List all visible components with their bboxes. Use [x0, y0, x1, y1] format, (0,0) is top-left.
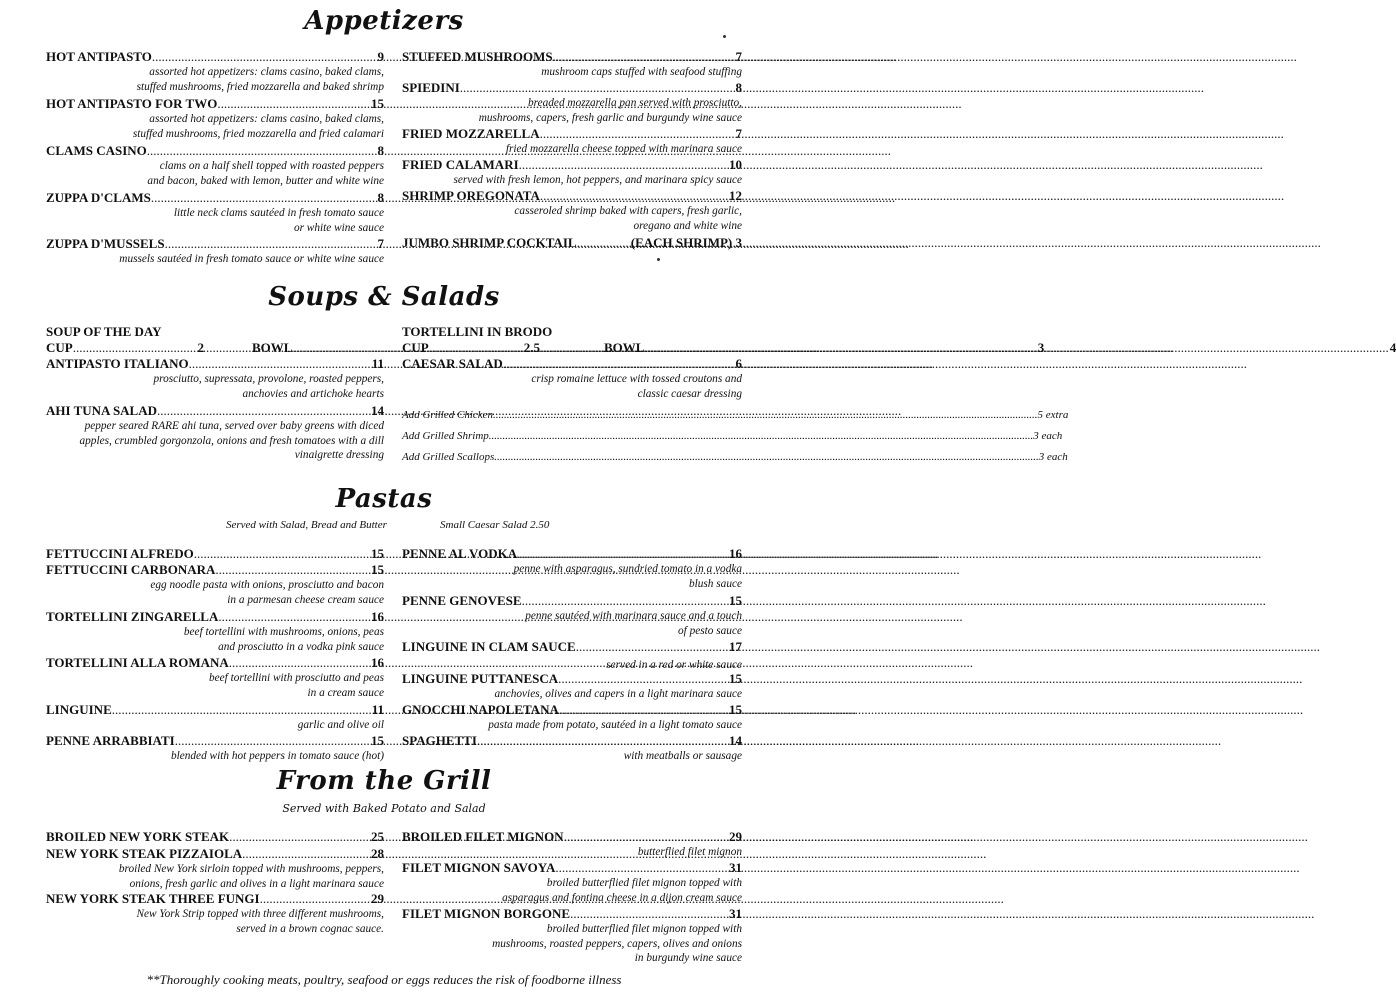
item-name: HOT ANTIPASTO	[46, 49, 152, 64]
item-name: BROILED NEW YORK STEAK	[46, 829, 230, 844]
bowl-label: BOWL	[604, 340, 645, 355]
item-price: 15	[729, 671, 742, 686]
item-name: FETTUCCINI CARBONARA	[46, 562, 216, 577]
item-price: 6	[735, 356, 742, 371]
soups-salads-heading: Soups & Salads	[268, 282, 500, 312]
item-name: NEW YORK STEAK PIZZAIOLA	[46, 846, 243, 861]
menu-item	[402, 235, 742, 251]
item-name: FETTUCCINI ALFREDO	[46, 546, 194, 561]
item-description: vinaigrette dressing	[294, 449, 384, 461]
item-price: 31	[729, 860, 742, 875]
item-description: and prosciutto in a vodka pink sauce	[218, 640, 384, 653]
addon-item	[402, 429, 1063, 443]
pastas-note: Served with Salad, Bread and Butter	[226, 519, 387, 531]
item-description: blended with hot peppers in tomato sauce (hot)	[170, 750, 384, 762]
menu-item	[402, 829, 742, 860]
menu-item	[402, 188, 742, 233]
item-name: PENNE ARRABBIATI	[46, 733, 175, 748]
bowl-price: 4	[1389, 340, 1396, 355]
grill-note: Served with Baked Potato and Salad	[282, 802, 486, 815]
item-description: mushroom caps stuffed with seafood stuffing	[541, 66, 742, 78]
item-name: SPIEDINI	[402, 80, 460, 95]
item-price: 8	[735, 80, 742, 95]
item-description: broiled butterflied filet mignon topped with	[546, 923, 742, 935]
item-name: BROILED FILET MIGNON	[402, 829, 564, 844]
item-description: broiled New York sirloin topped with mushrooms, peppers,	[118, 863, 384, 875]
item-description: penne with asparagus, sundried tomato in a vodka	[513, 563, 742, 575]
item-name: FILET MIGNON SAVOYA	[402, 860, 556, 875]
item-name: PENNE AL VODKA	[402, 546, 518, 561]
item-name: ANTIPASTO ITALIANO	[46, 356, 189, 371]
item-price: 10	[729, 157, 742, 172]
item-description: crisp romaine lettuce with tossed croutons and	[531, 373, 742, 385]
item-name: NEW YORK STEAK THREE FUNGI	[46, 891, 260, 906]
item-price: 16	[371, 655, 384, 670]
item-description: classic caesar dressing	[637, 387, 742, 400]
item-price: 16	[729, 546, 742, 561]
item-name: SHRIMP OREGONATA	[402, 188, 540, 203]
item-price: 16	[371, 609, 384, 624]
menu-item	[46, 891, 384, 936]
cup-price: 2.5	[523, 340, 540, 355]
item-name: ZUPPA D'MUSSELS	[46, 236, 165, 251]
bowl-label: BOWL	[252, 340, 293, 355]
item-description: mushrooms, capers, fresh garlic and burgundy wine sauce	[478, 111, 742, 124]
item-price: 11	[371, 356, 384, 371]
menu-item	[402, 157, 742, 188]
addon-item	[402, 408, 1069, 422]
item-description: prosciutto, supressata, provolone, roasted peppers,	[153, 373, 384, 385]
item-description: clams on a half shell topped with roasted peppers	[159, 160, 384, 172]
menu-item	[402, 860, 742, 905]
item-price: 15	[371, 562, 384, 577]
cup-label: CUP	[46, 340, 73, 355]
item-description: with meatballs or sausage	[623, 750, 742, 762]
menu-item	[402, 126, 742, 157]
item-description: anchovies and artichoke hearts	[242, 387, 384, 400]
item-price: 9	[377, 49, 384, 64]
item-price: 15	[371, 733, 384, 748]
item-description: onions, fresh garlic and olives in a light marinara sauce	[129, 877, 384, 890]
item-name: SPAGHETTI	[402, 733, 477, 748]
item-price: 28	[371, 846, 384, 861]
menu-item	[46, 829, 384, 845]
item-name: LINGUINE	[46, 702, 112, 717]
menu-item	[46, 655, 384, 700]
bowl-price: 3	[1037, 340, 1045, 355]
item-price: 8	[377, 190, 384, 205]
item-description: garlic and olive oil	[297, 719, 384, 731]
menu-item	[46, 733, 384, 764]
item-description: in burgundy wine sauce	[634, 952, 742, 964]
item-price: 29	[371, 891, 384, 906]
item-description: served in a red or white sauce	[606, 659, 742, 671]
item-description: anchovies, olives and capers in a light marinara sauce	[494, 688, 742, 700]
soup-of-day-name: SOUP OF THE DAY	[46, 324, 162, 339]
addon-label: Add Grilled Scallops	[402, 451, 495, 463]
item-description: broiled butterflied filet mignon topped with	[546, 877, 742, 889]
cup-price: 2	[197, 340, 204, 355]
item-price: 25	[371, 829, 384, 844]
addon-label: Add Grilled Shrimp	[402, 430, 489, 442]
item-description: served with fresh lemon, hot peppers, and marinara spicy sauce	[453, 174, 742, 186]
item-description: blush sauce	[688, 577, 742, 590]
item-price: (EACH SHRIMP) 3	[630, 235, 742, 250]
menu-item	[46, 609, 384, 654]
menu-item	[46, 96, 384, 141]
item-price: 29	[729, 829, 742, 844]
menu-item	[402, 80, 742, 125]
addon-price: 3 each	[1038, 451, 1068, 463]
menu-item	[46, 702, 384, 733]
menu-item	[46, 356, 384, 401]
item-price: 14	[729, 733, 742, 748]
item-price: 17	[729, 639, 742, 654]
menu-item	[402, 49, 742, 80]
item-name: ZUPPA D'CLAMS	[46, 190, 151, 205]
item-description: casseroled shrimp baked with capers, fresh garlic,	[514, 205, 742, 217]
menu-item	[402, 546, 742, 591]
item-name: JUMBO SHRIMP COCKTAIL	[402, 235, 577, 250]
item-price: 15	[371, 546, 384, 561]
item-name: TORTELLINI ZINGARELLA	[46, 609, 219, 624]
item-description: pepper seared RARE ahi tuna, served over baby greens with diced	[84, 420, 384, 432]
item-name: GNOCCHI NAPOLETANA	[402, 702, 559, 717]
item-price: 7	[735, 49, 742, 64]
item-description: penne sautéed with marinara sauce and a touch	[525, 610, 742, 622]
item-name: CLAMS CASINO	[46, 143, 147, 158]
addon-label: Add Grilled Chicken	[402, 409, 494, 421]
item-price: 14	[371, 403, 384, 418]
item-description: beef tortellini with prosciutto and peas	[209, 672, 384, 684]
item-description: beef tortellini with mushrooms, onions, peas	[183, 626, 384, 638]
addon-item	[402, 450, 1068, 464]
item-name: AHI TUNA SALAD	[46, 403, 158, 418]
menu-item	[402, 733, 742, 764]
menu-item	[402, 639, 742, 673]
item-price: 31	[729, 906, 742, 921]
addon-price: 3 each	[1033, 430, 1063, 442]
item-description: of pesto sauce	[677, 624, 742, 637]
item-name: TORTELLINI ALLA ROMANA	[46, 655, 229, 670]
item-description: oregano and white wine	[633, 219, 742, 232]
item-price: 8	[377, 143, 384, 158]
menu-item	[46, 49, 384, 94]
item-price: 7	[377, 236, 384, 251]
item-description: breaded mozzarella pan served with prosciutto,	[528, 97, 742, 109]
item-description: mussels sautéed in fresh tomato sauce or white wine sauce	[119, 253, 384, 265]
cup-label: CUP	[402, 340, 429, 355]
item-description: assorted hot appetizers: clams casino, baked clams,	[149, 113, 384, 125]
food-safety-footer: **Thoroughly cooking meats, poultry, seafood or eggs reduces the risk of foodborne illness	[146, 972, 622, 987]
menu-item	[46, 562, 384, 607]
item-description: mushrooms, roasted peppers, capers, olives and onions	[492, 937, 742, 950]
item-price: 7	[735, 126, 742, 141]
brodo-name: TORTELLINI IN BRODO	[402, 324, 553, 339]
item-price: 11	[371, 702, 384, 717]
print-speck	[657, 258, 660, 261]
item-description: little neck clams sautéed in fresh tomato sauce	[173, 207, 384, 219]
item-name: PENNE GENOVESE	[402, 593, 522, 608]
item-description: fried mozzarella cheese topped with marinara sauce	[505, 143, 742, 155]
print-speck	[723, 35, 726, 38]
item-description: or white wine sauce	[293, 221, 384, 234]
item-description: asparagus and fontina cheese in a dijon cream sauce	[502, 891, 742, 904]
menu-item	[402, 356, 742, 401]
menu-item	[46, 236, 384, 267]
pastas-caesar-note: Small Caesar Salad 2.50	[440, 519, 550, 531]
brodo-prices	[402, 340, 1396, 356]
menu-item	[402, 671, 742, 702]
item-name: FILET MIGNON BORGONE	[402, 906, 571, 921]
item-description: in a cream sauce	[307, 686, 384, 699]
item-name: STUFFED MUSHROOMS	[402, 49, 553, 64]
item-description: in a parmesan cheese cream sauce	[227, 593, 384, 606]
menu-item	[46, 403, 384, 463]
item-name: HOT ANTIPASTO FOR TWO	[46, 96, 218, 111]
menu-item	[46, 546, 384, 562]
item-description: pasta made from potato, sautéed in a light tomato sauce	[488, 719, 742, 731]
item-price: 15	[371, 96, 384, 111]
menu-item	[46, 143, 384, 188]
pastas-heading: Pastas	[335, 484, 433, 514]
item-description: butterflied filet mignon	[637, 846, 742, 858]
item-description: stuffed mushrooms, fried mozzarella and baked shrimp	[136, 80, 384, 93]
item-name: CAESAR SALAD	[402, 356, 503, 371]
item-description: assorted hot appetizers: clams casino, baked clams,	[149, 66, 384, 78]
item-description: and bacon, baked with lemon, butter and white wine	[147, 174, 384, 187]
menu-item	[402, 906, 742, 966]
menu-item	[402, 593, 742, 638]
grill-heading: From the Grill	[276, 766, 492, 796]
item-price: 12	[729, 188, 742, 203]
item-description: served in a brown cognac sauce.	[236, 922, 384, 935]
menu-item	[46, 190, 384, 235]
item-description: apples, crumbled gorgonzola, onions and fresh tomatoes with a dill	[79, 434, 384, 447]
item-description: New York Strip topped with three different mushrooms,	[136, 908, 384, 920]
appetizers-heading: Appetizers	[304, 6, 464, 36]
item-name: FRIED CALAMARI	[402, 157, 519, 172]
item-price: 15	[729, 702, 742, 717]
item-description: egg noodle pasta with onions, prosciutto and bacon	[150, 579, 384, 591]
menu-item	[402, 702, 742, 733]
item-name: LINGUINE IN CLAM SAUCE	[402, 639, 576, 654]
item-description: stuffed mushrooms, fried mozzarella and fried calamari	[132, 127, 384, 140]
item-name: FRIED MOZZARELLA	[402, 126, 540, 141]
addon-price: 5 extra	[1037, 409, 1069, 421]
menu-item	[46, 846, 384, 891]
item-price: 15	[729, 593, 742, 608]
item-name: LINGUINE PUTTANESCA	[402, 671, 559, 686]
